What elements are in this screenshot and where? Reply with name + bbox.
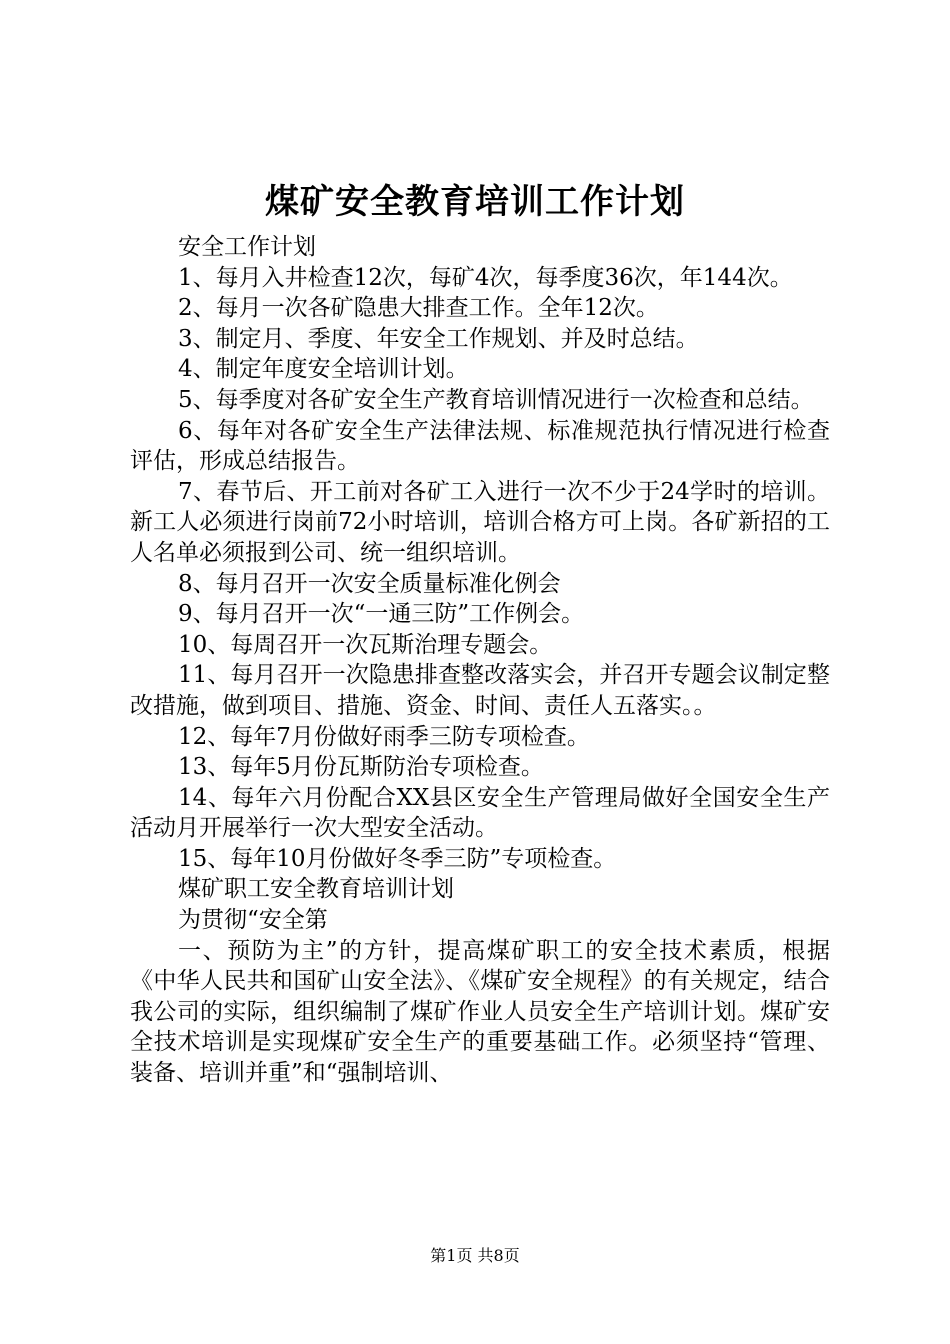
document-body bbox=[130, 232, 830, 1089]
paragraph: 1、每月入井检查12次，每矿4次，每季度36次，年144次。 bbox=[178, 264, 793, 291]
paragraph: 12、每年7月份做好雨季三防专项检查。 bbox=[178, 723, 590, 750]
document-title: 煤矿安全教育培训工作计划 bbox=[265, 182, 685, 222]
paragraph: 14、每年六月份配合XX县区安全生产管理局做好全国安全生产活动月开展举行一次大型安全活动。 bbox=[130, 784, 830, 842]
paragraph: 2、每月一次各矿隐患大排查工作。全年12次。 bbox=[178, 295, 659, 322]
paragraph: 4、制定年度安全培训计划。 bbox=[178, 356, 469, 383]
paragraph: 6、每年对各矿安全生产法律法规、标准规范执行情况进行检查评估，形成总结报告。 bbox=[130, 417, 830, 475]
paragraph: 3、制定月、季度、年安全工作规划、并及时总结。 bbox=[178, 325, 699, 352]
page-footer: 第1页 共8页 bbox=[430, 1246, 520, 1265]
paragraph: 为贯彻“安全第 bbox=[178, 907, 328, 934]
paragraph: 11、每月召开一次隐患排查整改落实会，并召开专题会议制定整改措施，做到项目、措施、资金、时间、责任人五落实。。 bbox=[130, 662, 830, 719]
paragraph: 安全工作计划 bbox=[178, 234, 316, 260]
paragraph: 5、每季度对各矿安全生产教育培训情况进行一次检查和总结。 bbox=[178, 386, 814, 413]
paragraph: 煤矿职工安全教育培训计划 bbox=[178, 876, 454, 903]
paragraph: 7、春节后、开工前对各矿工入进行一次不少于24学时的培训。新工人必须进行岗前72小时培训，培训合格方可上岗。各矿新招的工人名单必须报到公司、统一组织培训。 bbox=[130, 478, 830, 566]
paragraph: 一、预防为主”的方针，提高煤矿职工的安全技术素质，根据《中华人民共和国矿山安全法》、《煤矿安全规程》的有关规定，结合我公司的实际，组织编制了煤矿作业人员安全生产培训计划。煤矿安全技术培训是实现煤矿安全生产的重要基础工作。必须坚持“管理、装备、培训并重”和“强制培训、 bbox=[130, 937, 830, 1087]
paragraph: 13、每年5月份瓦斯防治专项检查。 bbox=[178, 754, 544, 781]
paragraph: 15、每年10月份做好冬季三防”专项检查。 bbox=[178, 845, 617, 872]
paragraph: 8、每月召开一次安全质量标准化例会 bbox=[178, 570, 561, 597]
paragraph: 10、每周召开一次瓦斯治理专题会。 bbox=[178, 631, 553, 658]
paragraph: 9、每月召开一次“一通三防”工作例会。 bbox=[178, 601, 585, 628]
